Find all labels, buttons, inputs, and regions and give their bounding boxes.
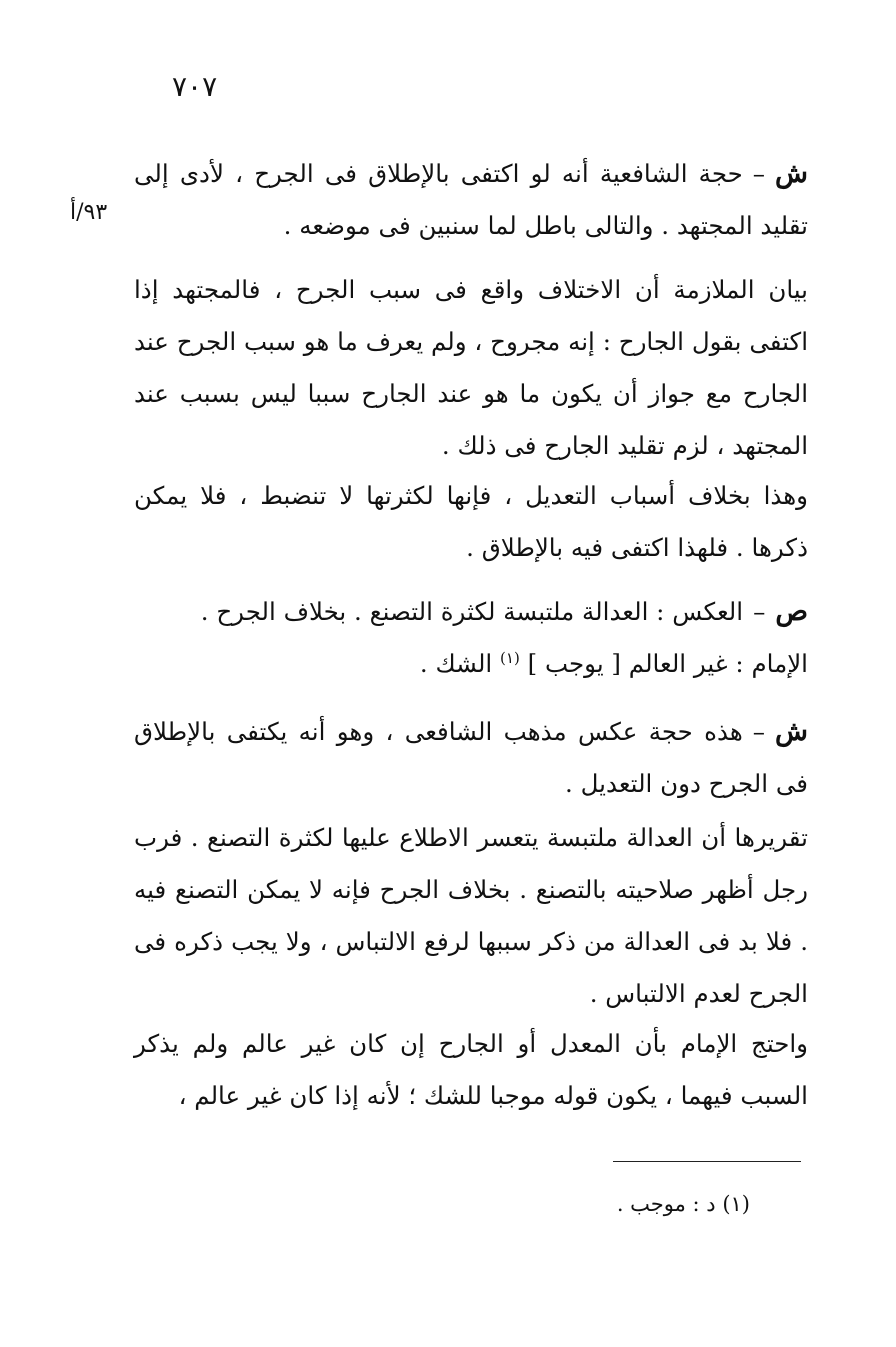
paragraph-text: حجة الشافعية أنه لو اكتفى بالإطلاق فى الجرح ، لأدى إلى تقليد المجتهد . والتالى باطل لما سنبين فى موضعه . [134, 159, 808, 240]
paragraph-text: وهذا بخلاف أسباب التعديل ، فإنها لكثرتها لا تنضبط ، فلا يمكن ذكرها . فلهذا اكتفى فيه بالإطلاق . [134, 481, 808, 562]
paragraph-3 [134, 470, 808, 574]
dash: – [752, 159, 766, 188]
paragraph-4 [134, 586, 808, 638]
footnote-reference[interactable]: (١) [500, 648, 520, 667]
paragraph-5 [134, 638, 808, 690]
paragraph-text: الشك . [419, 649, 493, 678]
paragraph-text: العكس : العدالة ملتبسة لكثرة التصنع . بخلاف الجرح . [200, 597, 744, 626]
paragraph-text: تقريرها أن العدالة ملتبسة يتعسر الاطلاع عليها لكثرة التصنع . فرب رجل أظهر صلاحيته بالتصنع . بخلاف الجرح فإنه لا يمكن التصنع فيه . فلا بد فى العدالة من ذكر سببها لرفع الالتباس ، ولا يجب ذكره فى الجرح لعدم الالتباس . [134, 823, 808, 1008]
paragraph-text: بيان الملازمة أن الاختلاف واقع فى سبب الجرح ، فالمجتهد إذا اكتفى بقول الجارح : إنه مجروح ، ولم يعرف ما هو سبب الجرح عند الجارح مع جواز أن يكون ما هو عند الجارح سببا ليس بسبب عند المجتهد ، لزم تقليد الجارح فى ذلك . [134, 275, 808, 460]
dash: – [752, 717, 766, 746]
page-number: ٧٠٧ [172, 70, 218, 103]
paragraph-text: هذه حجة عكس مذهب الشافعى ، وهو أنه يكتفى بالإطلاق فى الجرح دون التعديل . [134, 717, 808, 798]
paragraph-text: واحتج الإمام بأن المعدل أو الجارح إن كان غير عالم ولم يذكر السبب فيهما ، يكون قوله موجبا للشك ؛ لأنه إذا كان غير عالم ، [134, 1029, 808, 1110]
paragraph-7 [134, 812, 808, 1020]
margin-folio-reference: ٩٣/أ [70, 200, 108, 225]
dash: – [753, 597, 766, 626]
paragraph-8 [134, 1018, 808, 1122]
paragraph-text: الإمام : غير العالم [ يوجب ] [527, 649, 808, 678]
footnote-divider [613, 1161, 801, 1162]
paragraph-2 [134, 264, 808, 472]
section-marker-matn: ص [775, 596, 808, 627]
section-marker-sharh: ش [775, 716, 808, 747]
section-marker-sharh: ش [775, 158, 808, 189]
footnote: (١) د : موجب . [616, 1192, 750, 1216]
paragraph-1 [134, 148, 808, 252]
paragraph-6 [134, 706, 808, 810]
